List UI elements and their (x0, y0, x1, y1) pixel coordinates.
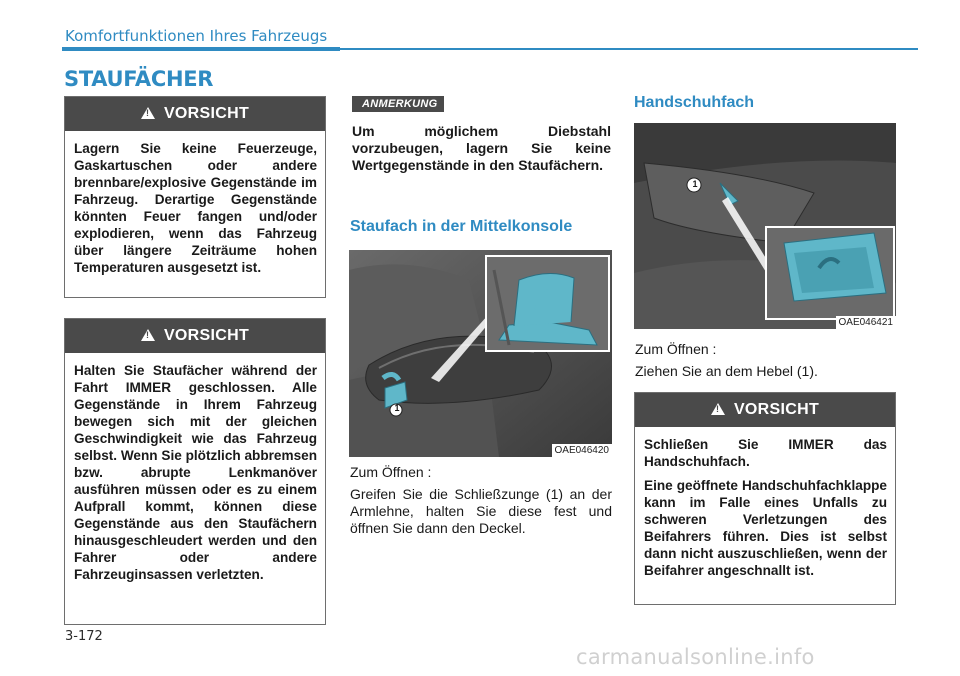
caution-box-3 (634, 392, 896, 605)
warning-icon (141, 329, 155, 341)
caution-box-1 (64, 96, 326, 298)
caution-heading: VORSICHT (733, 401, 820, 418)
caution-header (65, 97, 325, 131)
center-console-figure (349, 250, 612, 457)
figure-code: OAE046421 (836, 316, 897, 329)
caution-paragraph: Lagern Sie keine Feuerzeuge, Gaskartuschen oder andere brennbare/explosive Gegenstände im Fahrzeug. Derartige Gegenstände könnten Feuer fangen und/oder explodieren, wenn das Fahrzeug über längere Zeiträume hohen Temperaturen ausgesetzt ist. (74, 141, 317, 275)
chapter-title: Komfortfunktionen Ihres Fahrzeugs (65, 27, 328, 45)
note-badge: ANMERKUNG (352, 96, 444, 112)
caution-paragraph: Eine geöffnete Handschuhfachklappe kann im Falle eines Unfalls zu schweren Verletzungen des Beifahrers führen. Dies ist selbst dann nicht auszuschließen, wenn der Beifahrer angeschnallt ist. (644, 478, 887, 578)
section-title: STAUFÄCHER (64, 67, 214, 91)
center-console-title: Staufach in der Mittelkonsole (350, 218, 573, 235)
caution-heading: VORSICHT (163, 327, 250, 344)
callout-number: 1 (692, 179, 698, 189)
glovebox-illustration (634, 123, 896, 329)
glove-box-title: Handschuhfach (634, 94, 755, 111)
glove-box-open-label: Zum Öffnen : (635, 341, 717, 357)
figure-code: OAE046420 (552, 444, 613, 457)
glove-box-instruction: Ziehen Sie an dem Hebel (1). (635, 363, 818, 379)
header-rule (62, 47, 340, 51)
center-console-open-label: Zum Öffnen : (350, 464, 432, 480)
caution-box-2 (64, 318, 326, 625)
caution-text (65, 131, 325, 291)
caution-paragraph: Halten Sie Staufächer während der Fahrt IMMER geschlossen. Alle Gegenstände in Ihrem Fahrzeug bewegen sich mit der gleichen Geschwindigkeit wie das Fahrzeug selbst. Wenn Sie plötzlich abbremsen bzw. abrupte Lenkmanöver ausführen müssen oder es zu einem Aufprall kommt, können diese Gegenstände aus den Staufächern hinausgeschleudert werden und den Fahrer oder andere Fahrzeuginsassen verletzten. (74, 363, 317, 582)
header-rule-thin (340, 48, 918, 50)
caution-header (635, 393, 895, 427)
armrest-illustration (349, 250, 612, 457)
caution-paragraph: Schließen Sie IMMER das Handschuhfach. (644, 437, 887, 469)
glove-box-figure (634, 123, 896, 329)
caution-text (65, 353, 325, 598)
callout-number: 1 (394, 403, 400, 413)
caution-heading: VORSICHT (163, 105, 250, 122)
center-console-instruction: Greifen Sie die Schließzunge (1) an der Armlehne, halten Sie diese fest und öffnen Sie dann den Deckel. (350, 486, 612, 536)
caution-header (65, 319, 325, 353)
warning-icon (141, 107, 155, 119)
watermark: carmanualsonline.info (576, 645, 815, 669)
note-text: Um möglichem Diebstahl vorzubeugen, lagern Sie keine Wertgegenstände in den Staufächern. (352, 123, 611, 173)
warning-icon (711, 403, 725, 415)
page-number: 3-172 (65, 629, 103, 644)
caution-text (635, 427, 895, 594)
